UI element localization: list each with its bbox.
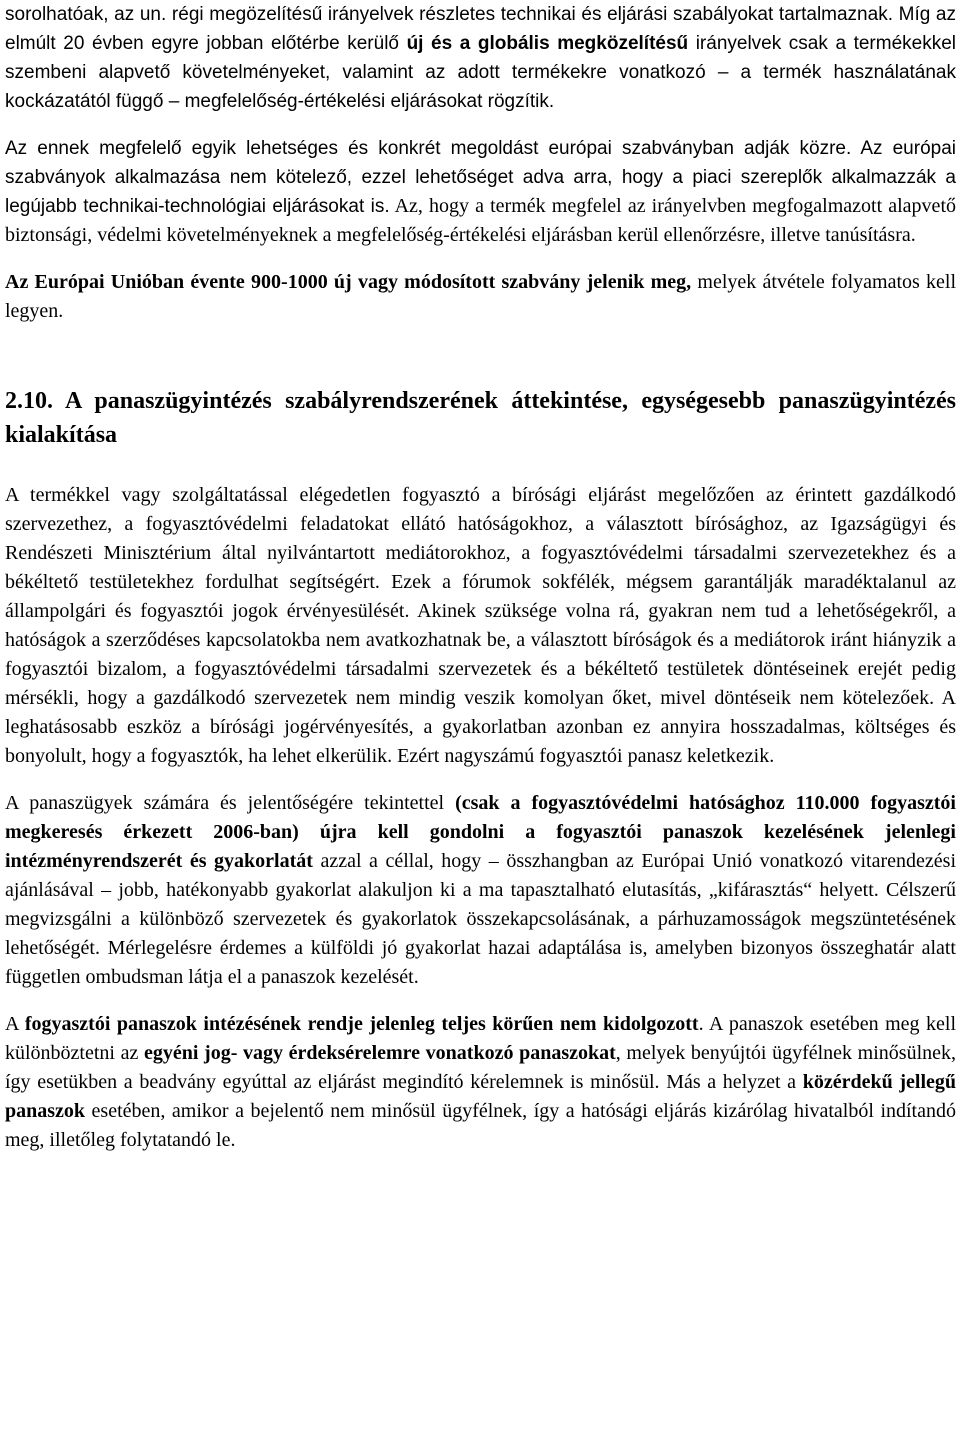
- text-segment: , melyek benyújtói ügyfélnek minősülnek, így esetükben a beadvány egyúttal az eljárást megindító kérelemnek is minősül. Más a helyzet a: [5, 1042, 957, 1093]
- bold-phrase: közérdekű jellegű panaszok: [5, 1071, 956, 1122]
- text-segment: esetében, amikor a bejelentő nem minősül ügyfélnek, így a hatósági eljárás kizárólag hivatalból indítandó meg, illetőleg folytatandó le.: [5, 1100, 956, 1151]
- text-segment: A: [5, 1013, 25, 1035]
- text-segment: A panaszügyek számára és jelentőségére tekintettel: [5, 792, 456, 814]
- bold-phrase: egyéni jog- vagy érdeksérelemre vonatkozó panaszokat: [144, 1042, 616, 1064]
- paragraph-complaint-forums: [5, 481, 956, 771]
- text-segment: Az ennek megfelelő egyik lehetséges és konkrét megoldást európai szabványban adják közre. Az európai szabványok alkalmazása nem kötelező, ezzel lehetőséget adva arra, hogy a piaci szereplők alkalmazzák a legújabb technikai-technológiai eljárásokat is.: [5, 138, 956, 217]
- paragraph-eu-standards-count: [5, 268, 956, 326]
- text-segment: azzal a céllal, hogy – összhangban az Európai Unió vonatkozó vitarendezési ajánlásával – jobb, hatékonyabb gyakorlat alakuljon ki a ma tapasztalható elutasítás, „kifárasztás“ helyett. Célszerű megvizsgálni a különböző szervezetek és gyakorlatok összekapcsolásának, a párhuzamosságok megszüntetésének lehetőségét. Mérlegelésre érdemes a külföldi jó gyakorlat hazai adaptálása is, amelyben bizonyos összeghatár alatt független ombudsman látja el a panaszok kezelését.: [5, 850, 957, 988]
- text-segment: Az, hogy a termék megfelel az irányelvben megfogalmazott alapvető biztonsági, védelmi követelményeknek a megfelelőség-értékelési eljárásban kerül ellenőrzésre, illetve tanúsításra.: [5, 195, 956, 246]
- text-segment: irányelvek csak a termékekkel szembeni alapvető követelményeket, valamint az adott termékekre vonatkozó – a termék használatának kockázatától függő – megfelelőség-értékelési eljárásokat rögzítik.: [5, 33, 957, 112]
- paragraph-european-standards: [5, 134, 956, 250]
- paragraph-complaint-handling: [5, 1010, 956, 1155]
- bold-phrase: fogyasztói panaszok intézésének rendje jelenleg teljes körűen nem kidolgozott: [24, 1013, 699, 1035]
- bold-phrase: új és a globális megközelítésű: [406, 33, 689, 54]
- bold-phrase: Az Európai Unióban évente 900-1000 új vagy módosított szabvány jelenik meg,: [5, 271, 692, 293]
- bold-phrase: (csak a fogyasztóvédelmi hatósághoz 110.000 fogyasztói megkeresés érkezett 2006-ban) újra kell gondolni a fogyasztói panaszok kezelésének jelenlegi intézményrendszerét és gyakorlatát: [5, 792, 956, 872]
- text-segment: sorolhatóak, az un. régi megözelítésű irányelvek részletes technikai és eljárási szabályokat tartalmaznak. Míg az elmúlt 20 évben egyre jobban előtérbe kerülő: [5, 4, 956, 54]
- section-heading: 2.10. A panaszügyintézés szabályrendszerének áttekintése, egységesebb panaszügyintézés kialakítása: [5, 388, 956, 448]
- paragraph-complaint-volume: [5, 789, 956, 992]
- document-page: [5, 0, 956, 1155]
- text-segment: . A panaszok esetében meg kell különböztetni az: [5, 1013, 957, 1064]
- text-segment: melyek átvétele folyamatos kell legyen.: [5, 271, 957, 322]
- paragraph-directives-intro: [5, 0, 956, 116]
- text-segment: A termékkel vagy szolgáltatással elégedetlen fogyasztó a bírósági eljárást megelőzően az érintett gazdálkodó szervezethez, a fogyasztóvédelmi feladatokat ellátó hatóságokhoz, a választott bírósághoz, az Igazságügyi és Rendészeti Minisztérium által nyilvántartott mediátorokhoz, a fogyasztóvédelmi társadalmi szervezetekhez és a békéltető testületekhez fordulhat segítségért. Ezek a fórumok sokfélék, mégsem garantálják maradéktalanul az állampolgári és fogyasztói jogok érvényesülését. Akinek szüksége volna rá, gyakran nem tud a lehetőségekről, a hatóságok a szerződéses kapcsolatokba nem avatkozhatnak be, a választott bíróságok és a mediátorok iránt hiányzik a fogyasztói bizalom, a fogyasztóvédelmi társadalmi szervezetek és a békéltető testületek döntéseinek erejét pedig mérsékli, hogy a gazdálkodó szervezetek nem mindig veszik komolyan őket, mivel döntéseik nem kötelezőek. A leghatásosabb eszköz a bírósági jogérvényesítés, a gyakorlatban azonban ez annyira hosszadalmas, költséges és bonyolult, hogy a fogyasztók, ha lehet elkerülik. Ezért nagyszámú fogyasztói panasz keletkezik.: [5, 484, 956, 767]
